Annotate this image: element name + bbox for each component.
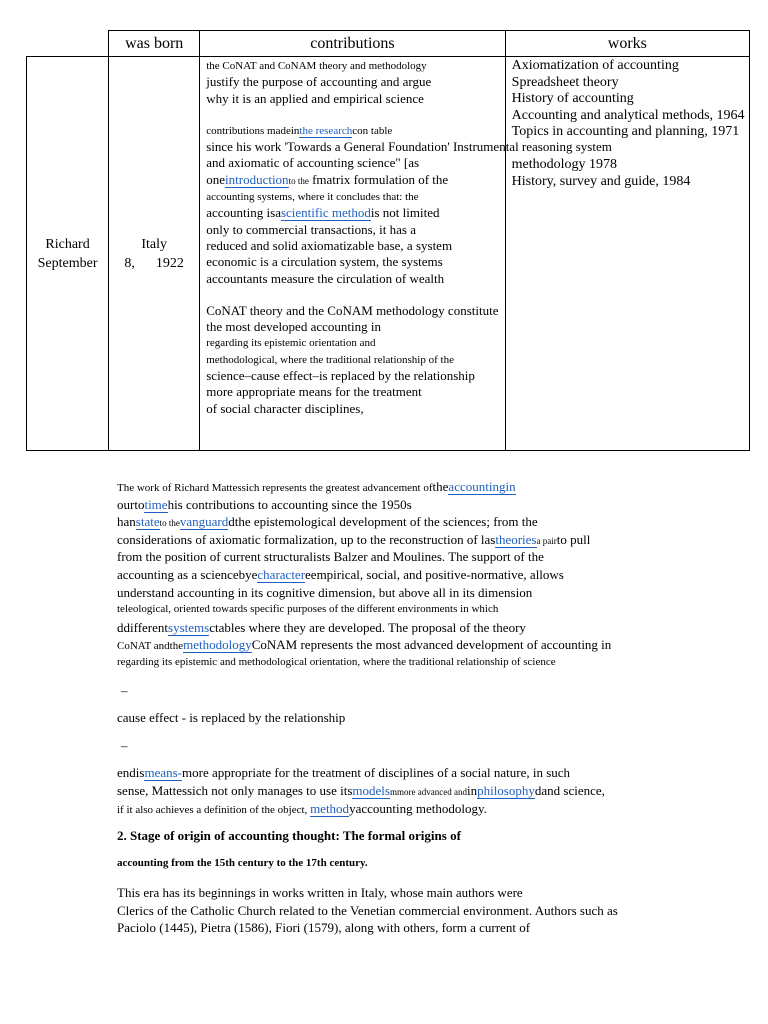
header-empty	[27, 31, 109, 57]
contrib-line: contributions madeinthe researchcon table	[206, 124, 393, 137]
born-place: Italy	[141, 236, 167, 252]
contrib-line: reduced and solid axiomatizable base, a system	[206, 237, 453, 253]
contrib-line: and axiomatic of accounting science" [as	[206, 155, 420, 171]
header-contributions: contributions	[200, 31, 505, 57]
biography-table	[26, 30, 750, 451]
body-text	[117, 478, 677, 937]
work-item: History of accounting	[511, 91, 634, 106]
work-item: Topics in accounting and planning, 1971	[511, 124, 740, 139]
section-subheading: accounting from the 15th century to the 17th century.	[117, 856, 368, 869]
contrib-line: CoNAT theory and the CoNAM methodology constitute	[206, 302, 499, 318]
scientific-method-link[interactable]: scientific method	[280, 205, 371, 221]
paragraph	[117, 884, 677, 937]
table-header-row	[27, 31, 750, 57]
body-line: The work of Richard Mattessich represents the greatest advancement oftheaccountingin	[117, 479, 516, 494]
body-line: ourtotimehis contributions to accounting since the 1950s	[117, 496, 412, 512]
state-link[interactable]: state	[135, 514, 160, 530]
name-cell	[27, 57, 109, 451]
body-line: hanstateto thevanguarddthe epistemological development of the sciences; from the	[117, 514, 538, 530]
theories-link[interactable]: theories	[495, 531, 537, 547]
philosophy-link[interactable]: philosophy	[477, 782, 535, 798]
work-item: Spreadsheet theory	[511, 74, 619, 90]
born-cell	[109, 57, 200, 451]
born-date: 8, 1922	[124, 255, 184, 271]
body-line: from the position of current structuralists Balzer and Moulines. The support of the	[117, 549, 544, 565]
contrib-line: since his work 'Towards a General Foundation' Instrumental reasoning system	[206, 139, 612, 155]
body-line: CoNAT andthemethodologyCoNAM represents the most advanced development of accounting in	[117, 637, 612, 653]
dash: –	[121, 737, 128, 753]
contrib-line: of social character disciplines,	[206, 400, 364, 416]
body-line: understand accounting in its cognitive dimension, but above all in its dimension	[117, 584, 533, 600]
body-line: Paciolo (1445), Pietra (1586), Fiori (1579), along with others, form a current of	[117, 920, 531, 936]
the-research-link[interactable]: the research	[299, 124, 353, 137]
table-row	[27, 57, 750, 451]
contrib-line: more appropriate means for the treatment	[206, 384, 422, 400]
contrib-line: accountants measure the circulation of wealth	[206, 270, 445, 286]
means-link[interactable]: means-	[144, 765, 182, 781]
body-line: sense, Mattessich not only manages to use itsmodelsmmore advanced andinphilosophydand science,	[117, 782, 605, 798]
introduction-link[interactable]: introduction	[225, 171, 289, 187]
body-line: Clerics of the Catholic Church related to the Venetian commercial environment. Authors such as	[117, 902, 618, 918]
contrib-line: why it is an applied and empirical science	[206, 90, 424, 106]
body-line: if it also achieves a definition of the object, methodyaccounting methodology.	[117, 800, 487, 816]
systems-link[interactable]: systems	[168, 619, 210, 635]
section-heading: 2. Stage of origin of accounting thought: The formal origins of	[117, 828, 461, 844]
body-line: accounting as a sciencebyecharactereempirical, social, and positive-normative, allows	[117, 566, 564, 582]
body-line: cause effect - is replaced by the relationship	[117, 710, 346, 726]
work-item: History, survey and guide, 1984	[511, 173, 691, 189]
body-line: ddifferentsystemsctables where they are developed. The proposal of the theory	[117, 619, 526, 635]
body-line: This era has its beginnings in works written in Italy, whose main authors were	[117, 885, 523, 901]
contrib-line: only to commercial transactions, it has a	[206, 221, 416, 237]
vanguard-link[interactable]: vanguard	[179, 514, 229, 530]
work-item: Accounting and analytical methods, 1964	[511, 107, 745, 123]
contrib-line: economic is a circulation system, the systems	[206, 254, 443, 270]
contrib-line: methodological, where the traditional relationship of the	[206, 353, 454, 366]
works-cell	[505, 57, 749, 451]
header-was-born: was born	[109, 31, 200, 57]
character-link[interactable]: character	[257, 566, 306, 582]
contrib-line: accounting isascientific methodis not limited	[206, 205, 440, 221]
methodology-link[interactable]: methodology	[183, 637, 252, 653]
body-line: endismeans-more appropriate for the treatment of disciplines of a social nature, in such	[117, 765, 571, 781]
header-works: works	[505, 31, 749, 57]
work-item: methodology 1978	[511, 157, 618, 172]
body-line: teleological, oriented towards specific purposes of the different environments in which	[117, 603, 499, 616]
contrib-line: oneintroductionto the fmatrix formulation of the	[206, 171, 449, 187]
models-link[interactable]: models	[352, 782, 390, 798]
accounting-link[interactable]: accounting	[448, 479, 506, 494]
body-line: regarding its epistemic and methodological orientation, where the traditional relationship of science	[117, 655, 556, 668]
contrib-line: justify the purpose of accounting and argue	[206, 74, 432, 90]
method-link[interactable]: method	[310, 800, 350, 816]
dash: –	[121, 682, 128, 698]
contrib-line: accounting systems, where it concludes that: the	[206, 191, 419, 204]
work-item: Axiomatization of accounting	[511, 58, 679, 73]
name-line: September	[37, 255, 98, 271]
body-line: considerations of axiomatic formalization, up to the reconstruction of lastheoriesa pairto pull	[117, 531, 591, 547]
time-link[interactable]: time	[144, 496, 168, 512]
contrib-line: science–cause effect–is replaced by the relationship	[206, 368, 475, 384]
contrib-line: the CoNAT and CoNAM theory and methodology	[206, 60, 427, 72]
name-line: Richard	[45, 236, 90, 252]
contrib-line: the most developed accounting in	[206, 319, 381, 335]
contrib-line: regarding its epistemic orientation and	[206, 337, 376, 350]
